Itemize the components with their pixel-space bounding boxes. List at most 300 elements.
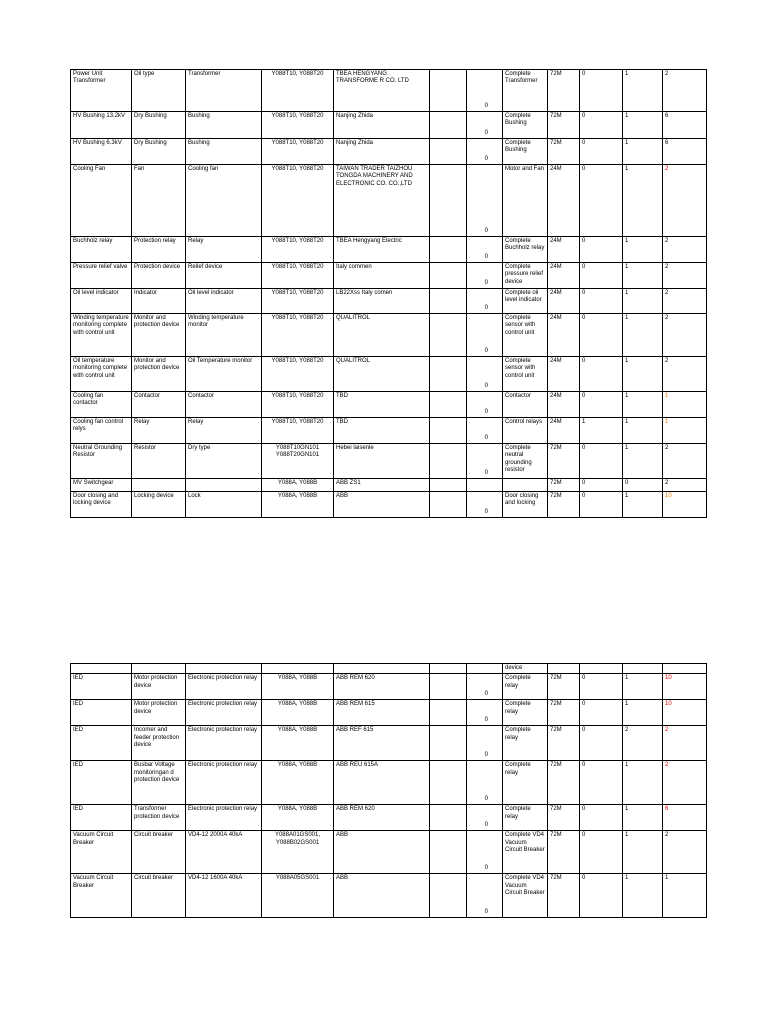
quantity-value: 0: [484, 279, 488, 286]
quantity-installed-cell: [467, 392, 503, 418]
commissioning-spares-cell: 0: [580, 874, 623, 918]
total-spares-cell: 2: [663, 761, 707, 805]
recommended-spares-cell: 1: [623, 805, 663, 831]
quantity-value: 0: [484, 752, 488, 758]
tag-cell: Y088T10, Y088T20: [262, 139, 334, 165]
recommended-spares-cell: 1: [623, 492, 663, 518]
type-cell: Resistor: [132, 444, 186, 479]
quantity-value: 0: [484, 227, 488, 234]
spare-description-cell: Door closing and locking: [503, 492, 548, 518]
component-cell: Cooling Fan: [71, 165, 132, 237]
commissioning-spares-cell: 0: [580, 165, 623, 237]
blank-cell: [430, 139, 467, 165]
type-cell: Transformer protection device: [132, 805, 186, 831]
commissioning-spares-cell: 0: [580, 492, 623, 518]
spare-description-cell: Control relays: [503, 418, 548, 444]
description-cell: Winding temperature monitor: [186, 314, 262, 357]
component-cell: Oil temperature monitoring complete with control unit: [71, 357, 132, 392]
type-cell: Contactor: [132, 392, 186, 418]
total-spares-cell: 10: [663, 674, 707, 700]
type-cell: Incomer and feeder protection device: [132, 726, 186, 761]
component-cell: IED: [71, 674, 132, 700]
commissioning-spares-cell: 0: [580, 479, 623, 492]
tag-cell: Y088T10, Y088T20: [262, 392, 334, 418]
table-row: [71, 664, 707, 674]
type-cell: Protection relay: [132, 237, 186, 263]
quantity-value: 0: [484, 408, 488, 415]
blank-cell: [430, 357, 467, 392]
type-cell: Motor protection device: [132, 674, 186, 700]
component-cell: IED: [71, 761, 132, 805]
recommended-spares-cell: 1: [623, 70, 663, 112]
table-row: [71, 357, 707, 392]
recommended-spares-cell: 1: [623, 263, 663, 289]
commissioning-spares-cell: 0: [580, 674, 623, 700]
description-cell: Relay: [186, 418, 262, 444]
quantity-installed-cell: [467, 726, 503, 761]
type-cell: Relay: [132, 418, 186, 444]
recommended-spares-cell: 2: [623, 726, 663, 761]
period-cell: 24M: [548, 392, 580, 418]
recommended-spares-cell: 1: [623, 237, 663, 263]
period-cell: [548, 664, 580, 674]
manufacturer-cell: Hebei laisenle: [334, 444, 430, 479]
quantity-installed-cell: [467, 664, 503, 674]
quantity-installed-cell: [467, 289, 503, 314]
quantity-value: 0: [484, 382, 488, 389]
table-row: [71, 289, 707, 314]
quantity-value: 0: [484, 909, 488, 915]
total-spares-cell: [663, 664, 707, 674]
quantity-installed-cell: [467, 674, 503, 700]
quantity-value: 0: [484, 865, 488, 871]
description-cell: Electronic protection relay: [186, 700, 262, 726]
spare-description-cell: Complete relay: [503, 805, 548, 831]
manufacturer-cell: TAIWAN TRADER TAIZHOU TONGDA MACHINERY AND ELECTRONIC CO. CO.,LTD: [334, 165, 430, 237]
manufacturer-cell: ABB: [334, 831, 430, 874]
spare-description-cell: Complete relay: [503, 726, 548, 761]
commissioning-spares-cell: 0: [580, 139, 623, 165]
tag-cell: Y088T10GN101 Y088T20GN101: [262, 444, 334, 479]
component-cell: HV Bushing 13.2kV: [71, 112, 132, 139]
quantity-installed-cell: [467, 357, 503, 392]
type-cell: Protection device: [132, 263, 186, 289]
description-cell: Contactor: [186, 392, 262, 418]
component-cell: Pressure relief valve: [71, 263, 132, 289]
tag-cell: Y088T10, Y088T20: [262, 70, 334, 112]
blank-cell: [430, 700, 467, 726]
period-cell: 72M: [548, 831, 580, 874]
recommended-spares-cell: 1: [623, 139, 663, 165]
period-cell: 72M: [548, 674, 580, 700]
tag-cell: Y088T10, Y088T20: [262, 237, 334, 263]
type-cell: [132, 664, 186, 674]
recommended-spares-cell: 1: [623, 444, 663, 479]
total-spares-cell: 2: [663, 357, 707, 392]
description-cell: VD4-12 2000A 40kA: [186, 831, 262, 874]
table-row: [71, 700, 707, 726]
quantity-value: 0: [484, 691, 488, 697]
spare-description-cell: Complete neutral grounding resistor: [503, 444, 548, 479]
tag-cell: Y088T10, Y088T20: [262, 357, 334, 392]
component-cell: Buchholz relay: [71, 237, 132, 263]
manufacturer-cell: [334, 664, 430, 674]
manufacturer-cell: QUALITROL: [334, 314, 430, 357]
blank-cell: [430, 444, 467, 479]
tag-cell: Y088A01GS001, Y088B02GS001: [262, 831, 334, 874]
spare-description-cell: Complete Buchholz relay: [503, 237, 548, 263]
quantity-value: 0: [484, 508, 488, 515]
recommended-spares-cell: 1: [623, 289, 663, 314]
quantity-value: 0: [484, 796, 488, 802]
total-spares-cell: 10: [663, 492, 707, 518]
period-cell: 72M: [548, 492, 580, 518]
quantity-installed-cell: [467, 237, 503, 263]
commissioning-spares-cell: 0: [580, 112, 623, 139]
recommended-spares-cell: 1: [623, 700, 663, 726]
blank-cell: [430, 674, 467, 700]
recommended-spares-cell: 1: [623, 761, 663, 805]
spare-description-cell: Complete Transformer: [503, 70, 548, 112]
manufacturer-cell: TBEA Hengyang Electric: [334, 237, 430, 263]
quantity-installed-cell: [467, 700, 503, 726]
manufacturer-cell: ABB REF 615: [334, 726, 430, 761]
total-spares-cell: 2: [663, 237, 707, 263]
quantity-value: 0: [484, 717, 488, 723]
spare-description-cell: Complete pressure relief device: [503, 263, 548, 289]
description-cell: [186, 479, 262, 492]
quantity-installed-cell: [467, 112, 503, 139]
recommended-spares-cell: 1: [623, 418, 663, 444]
spare-description-cell: Motor and Fan: [503, 165, 548, 237]
type-cell: [132, 479, 186, 492]
period-cell: 72M: [548, 479, 580, 492]
total-spares-cell: 2: [663, 726, 707, 761]
tag-cell: Y088T10, Y088T20: [262, 418, 334, 444]
period-cell: 24M: [548, 314, 580, 357]
total-spares-cell: 6: [663, 112, 707, 139]
spare-description-cell: Complete Bushing: [503, 139, 548, 165]
blank-cell: [430, 314, 467, 357]
spare-parts-table-2: [70, 663, 707, 918]
quantity-value: 0: [484, 469, 488, 476]
period-cell: 72M: [548, 805, 580, 831]
total-spares-cell: 2: [663, 165, 707, 237]
description-cell: Cooling fan: [186, 165, 262, 237]
recommended-spares-cell: 1: [623, 112, 663, 139]
description-cell: Relay: [186, 237, 262, 263]
quantity-value: 0: [484, 102, 488, 109]
manufacturer-cell: Nanjing Zhida: [334, 139, 430, 165]
description-cell: Relief device: [186, 263, 262, 289]
period-cell: 72M: [548, 112, 580, 139]
description-cell: Electronic protection relay: [186, 761, 262, 805]
type-cell: Oil type: [132, 70, 186, 112]
manufacturer-cell: ABB REM 620: [334, 674, 430, 700]
description-cell: Bushing: [186, 139, 262, 165]
type-cell: Fan: [132, 165, 186, 237]
commissioning-spares-cell: 0: [580, 831, 623, 874]
quantity-installed-cell: [467, 314, 503, 357]
manufacturer-cell: LB22Xss Italy comen: [334, 289, 430, 314]
recommended-spares-cell: 1: [623, 874, 663, 918]
description-cell: Transformer: [186, 70, 262, 112]
blank-cell: [430, 237, 467, 263]
manufacturer-cell: ABB: [334, 874, 430, 918]
quantity-installed-cell: [467, 874, 503, 918]
commissioning-spares-cell: [580, 664, 623, 674]
recommended-spares-cell: 1: [623, 357, 663, 392]
component-cell: [71, 664, 132, 674]
component-cell: Oil level indicator: [71, 289, 132, 314]
description-cell: [186, 664, 262, 674]
blank-cell: [430, 492, 467, 518]
total-spares-cell: 2: [663, 289, 707, 314]
component-cell: Door closing and locking device: [71, 492, 132, 518]
manufacturer-cell: TBEA HENGYANG TRANSFORME R CO. LTD: [334, 70, 430, 112]
quantity-installed-cell: [467, 479, 503, 492]
commissioning-spares-cell: 0: [580, 263, 623, 289]
tag-cell: Y088A, Y088B: [262, 805, 334, 831]
quantity-value: 0: [484, 434, 488, 441]
component-cell: Cooling fan contactor: [71, 392, 132, 418]
total-spares-cell: 2: [663, 263, 707, 289]
commissioning-spares-cell: 0: [580, 357, 623, 392]
table-row: [71, 314, 707, 357]
type-cell: Monitor and protection device: [132, 357, 186, 392]
component-cell: MV Switchgear: [71, 479, 132, 492]
total-spares-cell: 6: [663, 805, 707, 831]
blank-cell: [430, 726, 467, 761]
quantity-installed-cell: [467, 263, 503, 289]
spare-description-cell: Complete relay: [503, 700, 548, 726]
spare-description-cell: Contactor: [503, 392, 548, 418]
description-cell: Lock: [186, 492, 262, 518]
table-row: [71, 70, 707, 112]
total-spares-cell: 10: [663, 700, 707, 726]
type-cell: Dry Bushing: [132, 139, 186, 165]
tag-cell: Y088A05GS001: [262, 874, 334, 918]
period-cell: 24M: [548, 263, 580, 289]
component-cell: IED: [71, 805, 132, 831]
blank-cell: [430, 263, 467, 289]
table-row: [71, 805, 707, 831]
recommended-spares-cell: 1: [623, 314, 663, 357]
period-cell: 72M: [548, 726, 580, 761]
quantity-installed-cell: [467, 444, 503, 479]
blank-cell: [430, 874, 467, 918]
component-cell: HV Bushing 6.3kV: [71, 139, 132, 165]
component-cell: Power Unit Transformer: [71, 70, 132, 112]
tag-cell: Y088A, Y088B: [262, 700, 334, 726]
blank-cell: [430, 664, 467, 674]
period-cell: 24M: [548, 237, 580, 263]
period-cell: 24M: [548, 418, 580, 444]
table-row: [71, 444, 707, 479]
manufacturer-cell: ABB REM 615: [334, 700, 430, 726]
type-cell: Dry Bushing: [132, 112, 186, 139]
tag-cell: Y088T10, Y088T20: [262, 289, 334, 314]
tag-cell: Y088A, Y088B: [262, 492, 334, 518]
quantity-installed-cell: [467, 418, 503, 444]
type-cell: Circuit breaker: [132, 831, 186, 874]
manufacturer-cell: TBD: [334, 392, 430, 418]
table-row: [71, 492, 707, 518]
quantity-installed-cell: [467, 761, 503, 805]
spare-description-cell: [503, 479, 548, 492]
type-cell: Circuit breaker: [132, 874, 186, 918]
table-row: [71, 761, 707, 805]
commissioning-spares-cell: 0: [580, 392, 623, 418]
commissioning-spares-cell: 0: [580, 805, 623, 831]
component-cell: Vacuum Circuit Breaker: [71, 831, 132, 874]
period-cell: 72M: [548, 444, 580, 479]
quantity-installed-cell: [467, 492, 503, 518]
quantity-installed-cell: [467, 139, 503, 165]
table-row: [71, 874, 707, 918]
description-cell: Oil level indicator: [186, 289, 262, 314]
blank-cell: [430, 805, 467, 831]
recommended-spares-cell: 0: [623, 479, 663, 492]
manufacturer-cell: Italy commen: [334, 263, 430, 289]
component-cell: Neutral Grounding Resistor: [71, 444, 132, 479]
spare-parts-table-1: [70, 69, 707, 518]
recommended-spares-cell: 1: [623, 674, 663, 700]
period-cell: 72M: [548, 70, 580, 112]
table-row: [71, 112, 707, 139]
tag-cell: Y088A, Y088B: [262, 674, 334, 700]
blank-cell: [430, 165, 467, 237]
recommended-spares-cell: 1: [623, 831, 663, 874]
tag-cell: Y088A, Y088B: [262, 761, 334, 805]
component-cell: IED: [71, 726, 132, 761]
period-cell: 72M: [548, 761, 580, 805]
description-cell: Electronic protection relay: [186, 726, 262, 761]
period-cell: 24M: [548, 289, 580, 314]
blank-cell: [430, 392, 467, 418]
table-row: [71, 237, 707, 263]
commissioning-spares-cell: 0: [580, 70, 623, 112]
table-row: [71, 139, 707, 165]
commissioning-spares-cell: 0: [580, 761, 623, 805]
quantity-value: 0: [484, 304, 488, 311]
type-cell: Monitor and protection device: [132, 314, 186, 357]
blank-cell: [430, 70, 467, 112]
table-row: [71, 674, 707, 700]
manufacturer-cell: QUALITROL: [334, 357, 430, 392]
type-cell: Indicator: [132, 289, 186, 314]
table-row: [71, 831, 707, 874]
tag-cell: [262, 664, 334, 674]
total-spares-cell: 2: [663, 831, 707, 874]
table-row: [71, 392, 707, 418]
quantity-installed-cell: [467, 165, 503, 237]
spare-description-cell: Complete Bushing: [503, 112, 548, 139]
type-cell: Motor protection device: [132, 700, 186, 726]
blank-cell: [430, 112, 467, 139]
description-cell: Bushing: [186, 112, 262, 139]
tag-cell: Y088T10, Y088T20: [262, 314, 334, 357]
blank-cell: [430, 831, 467, 874]
spare-description-cell: Complete sensor with control unit: [503, 357, 548, 392]
component-cell: Winding temperature monitoring complete with control unit: [71, 314, 132, 357]
type-cell: Locking device: [132, 492, 186, 518]
manufacturer-cell: ABB: [334, 492, 430, 518]
tag-cell: Y088A, Y088B: [262, 726, 334, 761]
description-cell: VD4-12 1600A 40kA: [186, 874, 262, 918]
spare-description-cell: Complete relay: [503, 674, 548, 700]
total-spares-cell: 2: [663, 314, 707, 357]
period-cell: 72M: [548, 139, 580, 165]
manufacturer-cell: ABB REU 615A: [334, 761, 430, 805]
tag-cell: Y088A, Y088B: [262, 479, 334, 492]
table-row: [71, 165, 707, 237]
spare-description-cell: Complete VD4 Vacuum Circuit Breaker: [503, 874, 548, 918]
total-spares-cell: 1: [663, 392, 707, 418]
description-cell: Oil Temperature monitor: [186, 357, 262, 392]
commissioning-spares-cell: 0: [580, 444, 623, 479]
quantity-installed-cell: [467, 831, 503, 874]
table-row: [71, 726, 707, 761]
period-cell: 72M: [548, 700, 580, 726]
table-row: [71, 418, 707, 444]
quantity-value: 0: [484, 822, 488, 828]
manufacturer-cell: TBD: [334, 418, 430, 444]
total-spares-cell: 2: [663, 444, 707, 479]
blank-cell: [430, 761, 467, 805]
tag-cell: Y088T10, Y088T20: [262, 263, 334, 289]
manufacturer-cell: Nanjing Zhida: [334, 112, 430, 139]
tag-cell: Y088T10, Y088T20: [262, 112, 334, 139]
description-cell: Dry type: [186, 444, 262, 479]
spare-description-cell: Complete oil level indicator: [503, 289, 548, 314]
tag-cell: Y088T10, Y088T20: [262, 165, 334, 237]
quantity-value: 0: [484, 253, 488, 260]
component-cell: IED: [71, 700, 132, 726]
quantity-installed-cell: [467, 805, 503, 831]
total-spares-cell: 1: [663, 418, 707, 444]
period-cell: 72M: [548, 874, 580, 918]
commissioning-spares-cell: 0: [580, 314, 623, 357]
blank-cell: [430, 289, 467, 314]
blank-cell: [430, 418, 467, 444]
component-cell: Vacuum Circuit Breaker: [71, 874, 132, 918]
recommended-spares-cell: 1: [623, 392, 663, 418]
commissioning-spares-cell: 1: [580, 418, 623, 444]
spare-description-cell: Complete VD4 Vacuum Circuit Breaker: [503, 831, 548, 874]
quantity-value: 0: [484, 347, 488, 354]
manufacturer-cell: ABB REM 620: [334, 805, 430, 831]
spare-description-cell: Complete sensor with control unit: [503, 314, 548, 357]
commissioning-spares-cell: 0: [580, 700, 623, 726]
period-cell: 24M: [548, 165, 580, 237]
manufacturer-cell: ABB ZS1: [334, 479, 430, 492]
description-cell: Electronic protection relay: [186, 805, 262, 831]
quantity-installed-cell: [467, 70, 503, 112]
recommended-spares-cell: 1: [623, 165, 663, 237]
total-spares-cell: 2: [663, 70, 707, 112]
quantity-value: 0: [484, 129, 488, 136]
total-spares-cell: 1: [663, 874, 707, 918]
spare-description-cell: Complete relay: [503, 761, 548, 805]
table-row: [71, 479, 707, 492]
spare-description-cell: device: [503, 664, 548, 674]
description-cell: Electronic protection relay: [186, 674, 262, 700]
type-cell: Busbar Voltage monitoringan d protection device: [132, 761, 186, 805]
period-cell: 24M: [548, 357, 580, 392]
quantity-value: 0: [484, 155, 488, 162]
commissioning-spares-cell: 0: [580, 289, 623, 314]
